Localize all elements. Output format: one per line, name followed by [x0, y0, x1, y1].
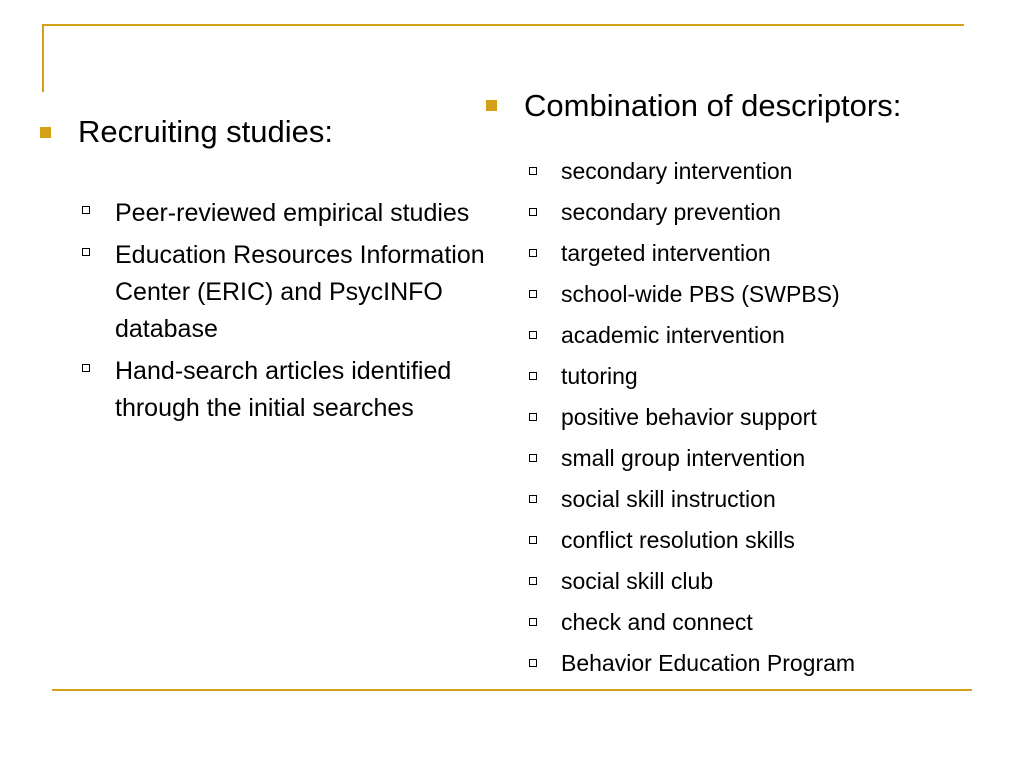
list-item-text: small group intervention — [561, 445, 806, 471]
box-bullet-icon — [529, 167, 537, 175]
top-accent-line — [42, 24, 964, 26]
square-bullet-icon — [486, 100, 497, 111]
list-item-text: positive behavior support — [561, 404, 817, 430]
list-item-text: academic intervention — [561, 322, 785, 348]
list-item-text: Hand-search articles identified through the initial searches — [115, 357, 452, 422]
recruiting-heading-row — [40, 112, 485, 152]
list-item — [82, 237, 485, 348]
list-item-text: social skill club — [561, 568, 714, 594]
list-item — [529, 157, 1006, 198]
list-item — [529, 649, 1006, 690]
list-item-text: Behavior Education Program — [561, 650, 856, 676]
box-bullet-icon — [529, 372, 537, 380]
list-item — [529, 485, 1006, 526]
box-bullet-icon — [529, 618, 537, 626]
box-bullet-icon — [529, 495, 537, 503]
list-item — [529, 321, 1006, 362]
descriptors-heading-row — [486, 86, 1006, 126]
recruiting-list — [82, 195, 485, 427]
list-item — [529, 239, 1006, 280]
box-bullet-icon — [82, 248, 90, 256]
recruiting-section — [40, 112, 485, 432]
list-item — [529, 526, 1006, 567]
left-accent-line — [42, 24, 44, 92]
descriptors-section — [486, 86, 1006, 690]
descriptors-list — [529, 157, 1006, 690]
box-bullet-icon — [529, 659, 537, 667]
list-item — [529, 567, 1006, 608]
list-item-text: school-wide PBS (SWPBS) — [561, 281, 840, 307]
list-item-text: Education Resources Information Center (ERIC) and PsycINFO database — [115, 241, 485, 343]
list-item — [529, 280, 1006, 321]
box-bullet-icon — [82, 206, 90, 214]
box-bullet-icon — [529, 208, 537, 216]
box-bullet-icon — [529, 290, 537, 298]
list-item-text: targeted intervention — [561, 240, 771, 266]
list-item — [529, 362, 1006, 403]
list-item-text: secondary prevention — [561, 199, 781, 225]
list-item-text: Peer-reviewed empirical studies — [115, 199, 470, 227]
square-bullet-icon — [40, 127, 51, 138]
list-item — [82, 353, 485, 427]
list-item-text: social skill instruction — [561, 486, 776, 512]
list-item — [529, 444, 1006, 485]
box-bullet-icon — [529, 536, 537, 544]
list-item-text: conflict resolution skills — [561, 527, 795, 553]
descriptors-heading: Combination of descriptors: — [524, 88, 902, 123]
recruiting-heading: Recruiting studies: — [78, 114, 334, 149]
box-bullet-icon — [529, 413, 537, 421]
list-item-text: tutoring — [561, 363, 638, 389]
box-bullet-icon — [529, 454, 537, 462]
box-bullet-icon — [529, 331, 537, 339]
list-item — [529, 403, 1006, 444]
box-bullet-icon — [529, 249, 537, 257]
box-bullet-icon — [529, 577, 537, 585]
list-item — [529, 198, 1006, 239]
list-item — [529, 608, 1006, 649]
box-bullet-icon — [82, 364, 90, 372]
list-item — [82, 195, 485, 232]
list-item-text: check and connect — [561, 609, 753, 635]
list-item-text: secondary intervention — [561, 158, 793, 184]
